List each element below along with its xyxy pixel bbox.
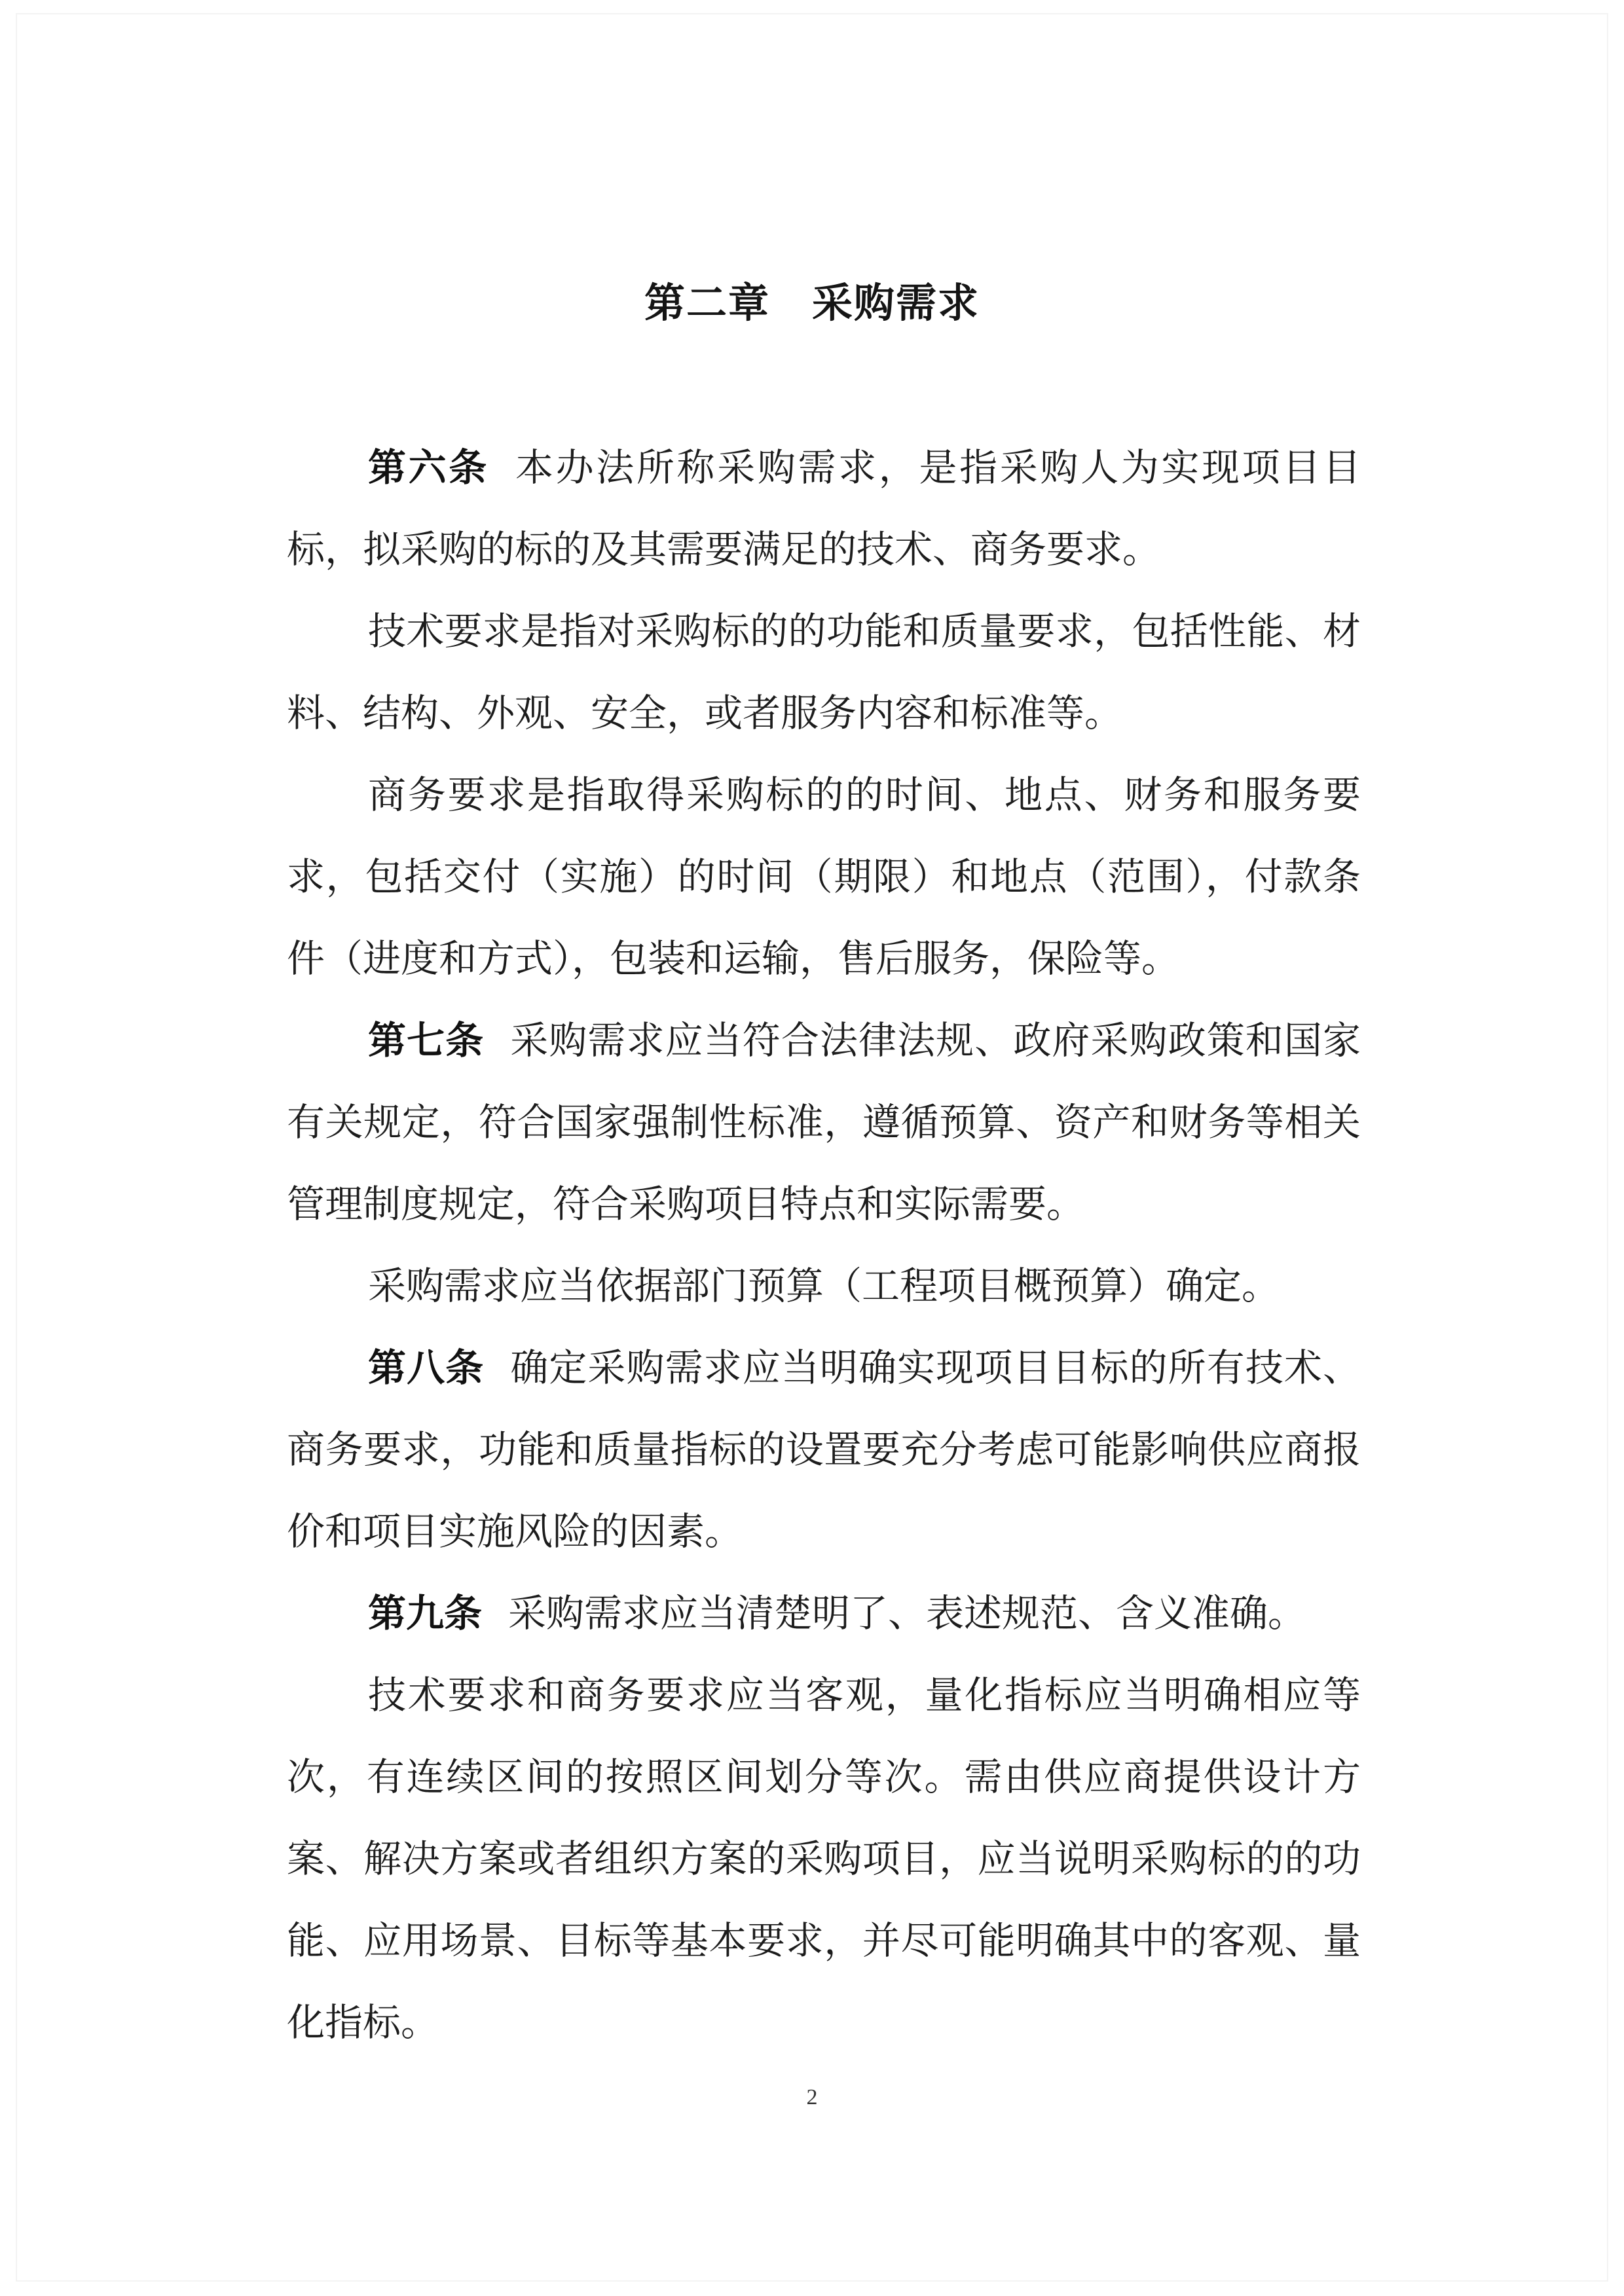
article-label: 第九条	[368, 1591, 483, 1635]
paragraph-text: 技术要求是指对采购标的的功能和质量要求，包括性能、材料、结构、外观、安全，或者服务内容和标准等。	[287, 609, 1361, 735]
paragraph-text: 采购需求应当清楚明了、表述规范、含义准确。	[508, 1591, 1306, 1635]
paragraph-text: 采购需求应当符合法律法规、政府采购政策和国家有关规定，符合国家强制性标准，遵循预算、资产和财务等相关管理制度规定，符合采购项目特点和实际需要。	[287, 1018, 1361, 1226]
chapter-title: 第二章 采购需求	[644, 279, 980, 327]
paragraph-text: 确定采购需求应当明确实现项目目标的所有技术、商务要求，功能和质量指标的设置要充分考虑可能影响供应商报价和项目实施风险的因素。	[287, 1345, 1361, 1554]
article-label: 第八条	[368, 1345, 485, 1390]
paragraph-text: 采购需求应当依据部门预算（工程项目概预算）确定。	[368, 1264, 1280, 1308]
paragraph-text: 技术要求和商务要求应当客观，量化指标应当明确相应等次，有连续区间的按照区间划分等次。需由供应商提供设计方案、解决方案或者组织方案的采购项目，应当说明采购标的的功能、应用场景、目标等基本要求，并尽可能明确其中的客观、量化指标。	[287, 1673, 1361, 2045]
article-label: 第六条	[368, 445, 489, 490]
article-9-paragraph	[287, 1573, 1361, 1654]
technical-requirements-paragraph	[287, 591, 1361, 754]
article-8-paragraph	[287, 1327, 1361, 1573]
paragraph-text: 本办法所称采购需求，是指采购人为实现项目目标，拟采购的标的及其需要满足的技术、商务要求。	[287, 445, 1361, 572]
quantified-indicators-paragraph	[287, 1654, 1361, 2064]
article-6-paragraph	[287, 427, 1361, 591]
budget-basis-paragraph	[287, 1245, 1361, 1327]
body-text	[287, 427, 1361, 2064]
article-7-paragraph	[287, 1000, 1361, 1245]
article-label: 第七条	[368, 1018, 485, 1063]
page-number: 2	[806, 2085, 818, 2109]
paragraph-text: 商务要求是指取得采购标的的时间、地点、财务和服务要求，包括交付（实施）的时间（期限）和地点（范围），付款条件（进度和方式），包装和运输，售后服务，保险等。	[287, 773, 1361, 981]
business-requirements-paragraph	[287, 754, 1361, 1000]
